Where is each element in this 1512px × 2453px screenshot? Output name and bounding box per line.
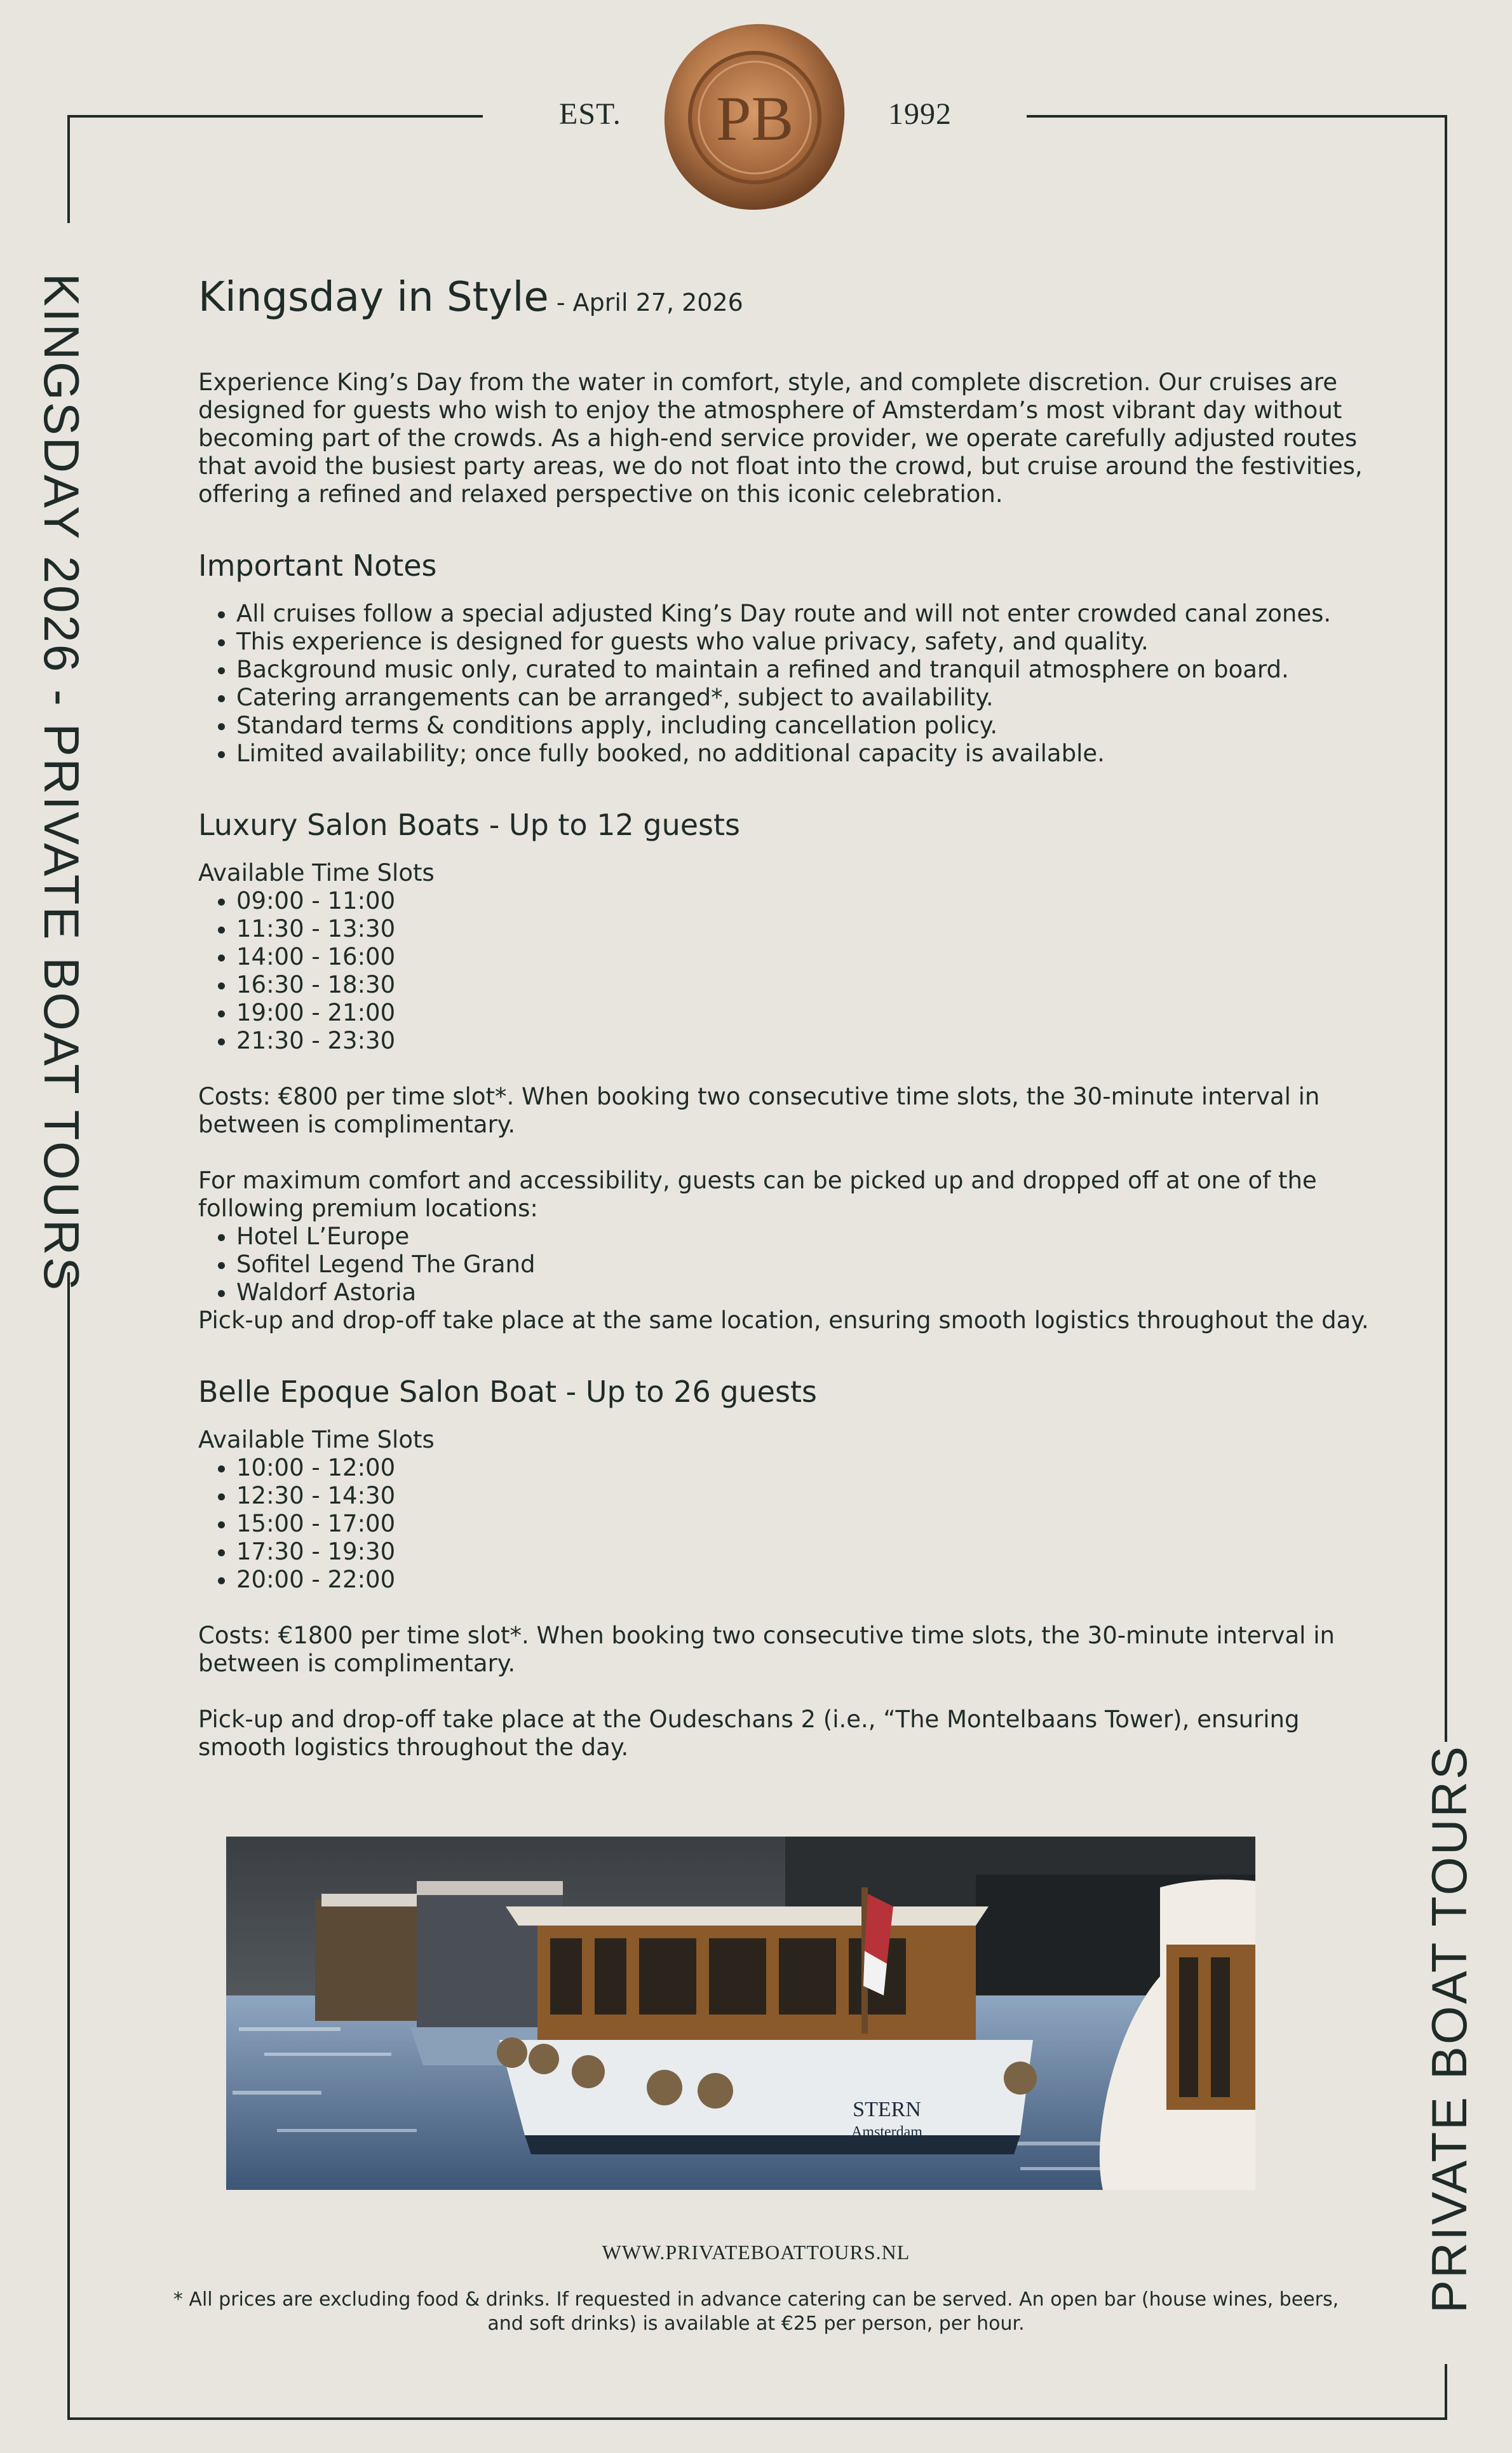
belle-slots-list xyxy=(198,1454,1393,1594)
est-label: EST. xyxy=(559,97,621,131)
pickup-location: • Waldorf Astoria xyxy=(236,1279,1393,1307)
time-slot: • 20:00 - 22:00 xyxy=(236,1566,1393,1594)
time-slot: • 09:00 - 11:00 xyxy=(236,887,1393,915)
time-slot: • 11:30 - 13:30 xyxy=(236,915,1393,943)
time-slot: • 16:30 - 18:30 xyxy=(236,971,1393,999)
frame-bottom xyxy=(67,2417,1447,2420)
luxury-heading: Luxury Salon Boats - Up to 12 guests xyxy=(198,808,740,842)
title-text: Kingsday in Style xyxy=(198,274,549,321)
list-item: • This experience is designed for guests who value privacy, safety, and quality. xyxy=(236,628,1393,656)
luxury-slots-label: Available Time Slots xyxy=(198,859,435,887)
frame-left-upper xyxy=(67,115,70,223)
luxury-pickup-note: Pick-up and drop-off take place at the same location, ensuring smooth logistics throughout the day. xyxy=(198,1307,1369,1334)
luxury-costs: Costs: €800 per time slot*. When booking two consecutive time slots, the 30-minute interval in between is complimentary. xyxy=(198,1083,1320,1138)
time-slot: • 21:30 - 23:30 xyxy=(236,1027,1393,1055)
est-year: 1992 xyxy=(888,97,952,131)
left-vertical-title: KINGSDAY 2026 - PRIVATE BOAT TOURS xyxy=(34,273,90,1293)
frame-top-right xyxy=(1027,115,1447,118)
pickup-location: • Sofitel Legend The Grand xyxy=(236,1251,1393,1279)
list-item: • All cruises follow a special adjusted King’s Day route and will not enter crowded canal zones. xyxy=(236,600,1393,628)
notes-heading: Important Notes xyxy=(198,548,437,583)
pickup-locations-list xyxy=(198,1223,1393,1307)
list-item: • Limited availability; once fully booked, no additional capacity is available. xyxy=(236,740,1393,768)
frame-right-upper xyxy=(1445,115,1447,1742)
list-item: • Catering arrangements can be arranged*, subject to availability. xyxy=(236,684,1393,712)
boat-name: STERN xyxy=(853,2098,921,2121)
time-slot: • 12:30 - 14:30 xyxy=(236,1482,1393,1510)
price-footnote: * All prices are excluding food & drinks. If requested in advance catering can be served. An open bar (house wines, beers, and soft drinks) is available at €25 per person, per hour. xyxy=(173,2288,1339,2335)
time-slot: • 10:00 - 12:00 xyxy=(236,1454,1393,1482)
pickup-location: • Hotel L’Europe xyxy=(236,1223,1393,1251)
notes-list xyxy=(198,600,1393,768)
event-date: - April 27, 2026 xyxy=(548,289,743,316)
belle-heading: Belle Epoque Salon Boat - Up to 26 guests xyxy=(198,1375,817,1409)
time-slot: • 15:00 - 17:00 xyxy=(236,1510,1393,1538)
belle-costs: Costs: €1800 per time slot*. When booking two consecutive time slots, the 30-minute interval in between is complimentary. xyxy=(198,1622,1335,1677)
luxury-pickup-intro: For maximum comfort and accessibility, guests can be picked up and dropped off at one of the following premium locations: xyxy=(198,1167,1317,1222)
list-item: • Background music only, curated to maintain a refined and tranquil atmosphere on board. xyxy=(236,656,1393,684)
frame-top-left xyxy=(67,115,483,118)
page-title xyxy=(198,267,1393,333)
boat-photo xyxy=(226,1837,1255,2190)
time-slot: • 17:30 - 19:30 xyxy=(236,1538,1393,1566)
main-content xyxy=(198,267,1393,1762)
time-slot: • 14:00 - 16:00 xyxy=(236,943,1393,971)
belle-slots-label: Available Time Slots xyxy=(198,1426,435,1453)
intro-paragraph: Experience King’s Day from the water in comfort, style, and complete discretion. Our cruises are designed for guests who wish to enjoy the atmosphere of Amsterdam’s most vibrant day without becoming part of the crowds. As a high-end service provider, we operate carefully adjusted routes that avoid the busiest party areas, we do not float into the crowd, but cruise around the festivities, offering a refined and relaxed perspective on this iconic celebration. xyxy=(198,369,1363,508)
website-url: WWW.PRIVATEBOATTOURS.NL xyxy=(602,2241,910,2264)
wax-seal-logo xyxy=(659,19,850,216)
belle-pickup-note: Pick-up and drop-off take place at the Oudeschans 2 (i.e., “The Montelbaans Tower), ensuring smooth logistics throughout the day. xyxy=(198,1706,1300,1761)
luxury-slots-list xyxy=(198,887,1393,1055)
list-item: • Standard terms & conditions apply, including cancellation policy. xyxy=(236,712,1393,740)
frame-right-lower xyxy=(1445,2364,1447,2420)
seal-monogram: PB xyxy=(715,83,794,154)
boat-home: Amsterdam xyxy=(851,2124,922,2140)
time-slot: • 19:00 - 21:00 xyxy=(236,999,1393,1027)
right-vertical-title: PRIVATE BOAT TOURS xyxy=(1421,1744,1477,2313)
